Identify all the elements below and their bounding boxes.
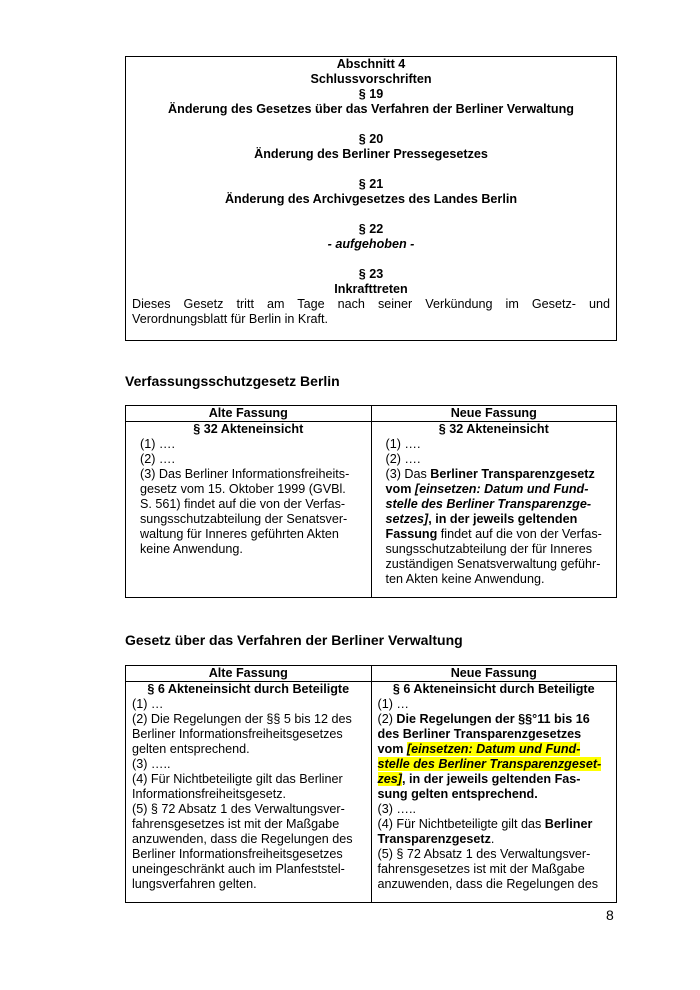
paragraph-23-number: § 23	[358, 267, 384, 281]
new-line: Fassung findet auf die von der Verfas-	[385, 527, 602, 541]
old-line: anzuwenden, dass die Regelungen des	[132, 832, 353, 846]
new-line: anzuwenden, dass die Regelungen des	[377, 877, 599, 891]
old-line: (1) ….	[140, 437, 175, 451]
new-line: setzes], in der jeweils geltenden	[385, 512, 578, 526]
old-version-cell	[126, 682, 372, 903]
new-line: stelle des Berliner Transparenzge-	[385, 497, 592, 511]
old-line: S. 561) findet auf die von der Verfas-	[140, 497, 346, 511]
paragraph-19-title: Änderung des Gesetzes über das Verfahren der Berliner Verwaltung	[168, 102, 574, 116]
old-line: waltung für Inneres geführten Akten	[140, 527, 339, 541]
new-line: (2) ….	[385, 452, 421, 466]
new-line: fahrensgesetzes ist mit der Maßgabe	[377, 862, 585, 876]
abschnitt-number: Abschnitt 4	[336, 57, 406, 71]
old-line: gesetz vom 15. Oktober 1999 (GVBl.	[140, 482, 346, 496]
old-line: gelten entsprechend.	[132, 742, 250, 756]
new-line: (1) ….	[385, 437, 421, 451]
column-header-new: Neue Fassung	[371, 406, 617, 422]
paragraph-20-number: § 20	[358, 132, 384, 146]
column-header-old: Alte Fassung	[126, 666, 372, 682]
new-line: sungsschutzabteilung der für Inneres	[385, 542, 593, 556]
old-line: (1) …	[132, 697, 164, 711]
old-line: uneingeschränkt auch im Planfeststel-	[132, 862, 345, 876]
new-paragraph-title: § 32 Akteneinsicht	[438, 422, 549, 436]
paragraph-19-number: § 19	[358, 87, 384, 101]
new-line: (3) Das Berliner Transparenzgesetz	[385, 467, 595, 481]
old-line: (3) …..	[132, 757, 171, 771]
new-paragraph-title: § 6 Akteneinsicht durch Beteiligte	[392, 682, 595, 696]
comparison-table-verwaltungsverfahren	[125, 665, 617, 903]
new-version-cell	[371, 422, 617, 598]
old-line: (2) ….	[140, 452, 175, 466]
new-line: zes], in der jeweils geltenden Fas-	[377, 772, 581, 786]
new-line: vom [einsetzen: Datum und Fund-	[377, 742, 581, 756]
column-header-new: Neue Fassung	[371, 666, 617, 682]
old-line: sungsschutzabteilung der Senatsver-	[140, 512, 348, 526]
new-line: stelle des Berliner Transparenzgeset-	[377, 757, 602, 771]
old-line: keine Anwendung.	[140, 542, 243, 556]
old-line: (3) Das Berliner Informationsfreiheits-	[140, 467, 350, 481]
paragraph-23-title: Inkrafttreten	[334, 282, 408, 296]
new-line: des Berliner Transparenzgesetzes	[377, 727, 582, 741]
old-line: fahrensgesetzes ist mit der Maßgabe	[132, 817, 340, 831]
old-line: (2) Die Regelungen der §§ 5 bis 12 des	[132, 712, 352, 726]
old-line: Berliner Informationsfreiheitsgesetzes	[132, 727, 343, 741]
new-line: (5) § 72 Absatz 1 des Verwaltungsver-	[377, 847, 591, 861]
paragraph-21-title: Änderung des Archivgesetzes des Landes Berlin	[224, 192, 518, 206]
page-number: 8	[606, 907, 614, 923]
paragraph-21-number: § 21	[358, 177, 384, 191]
column-header-old: Alte Fassung	[126, 406, 372, 422]
paragraph-23-text: Dieses Gesetz tritt am Tage nach seiner Verkündung im Gesetz- und Verordnungsblatt für Berlin in Kraft.	[132, 297, 610, 326]
old-line: (5) § 72 Absatz 1 des Verwaltungsver-	[132, 802, 345, 816]
comparison-table-verfassungsschutz	[125, 405, 617, 598]
paragraph-22-title: - aufgehoben -	[327, 237, 415, 251]
old-line: lungsverfahren gelten.	[132, 877, 257, 891]
old-line: (4) Für Nichtbeteiligte gilt das Berliner	[132, 772, 343, 786]
abschnitt-title: Schlussvorschriften	[310, 72, 432, 86]
old-paragraph-title: § 6 Akteneinsicht durch Beteiligte	[147, 682, 350, 696]
new-line: vom [einsetzen: Datum und Fund-	[385, 482, 589, 496]
new-version-cell	[371, 682, 617, 903]
paragraph-22-number: § 22	[358, 222, 384, 236]
new-line: ten Akten keine Anwendung.	[385, 572, 545, 586]
old-paragraph-title: § 32 Akteneinsicht	[193, 422, 304, 436]
new-line: (3) …..	[377, 802, 416, 816]
old-version-cell	[126, 422, 372, 598]
new-line: (1) …	[377, 697, 409, 711]
new-line: (4) Für Nichtbeteiligte gilt das Berliner	[377, 817, 593, 831]
section-heading-verwaltungsverfahren: Gesetz über das Verfahren der Berliner Verwaltung	[125, 632, 463, 648]
new-line: zuständigen Senatsverwaltung geführ-	[385, 557, 601, 571]
new-line: Transparenzgesetz.	[377, 832, 495, 846]
old-line: Berliner Informationsfreiheitsgesetzes	[132, 847, 343, 861]
section-heading-verfassungsschutzgesetz: Verfassungsschutzgesetz Berlin	[125, 373, 340, 389]
new-line: sung gelten entsprechend.	[377, 787, 538, 801]
old-line: Informationsfreiheitsgesetz.	[132, 787, 286, 801]
new-line: (2) Die Regelungen der §§°11 bis 16	[377, 712, 590, 726]
paragraph-20-title: Änderung des Berliner Pressegesetzes	[254, 147, 488, 161]
schlussvorschriften-box	[125, 56, 617, 341]
